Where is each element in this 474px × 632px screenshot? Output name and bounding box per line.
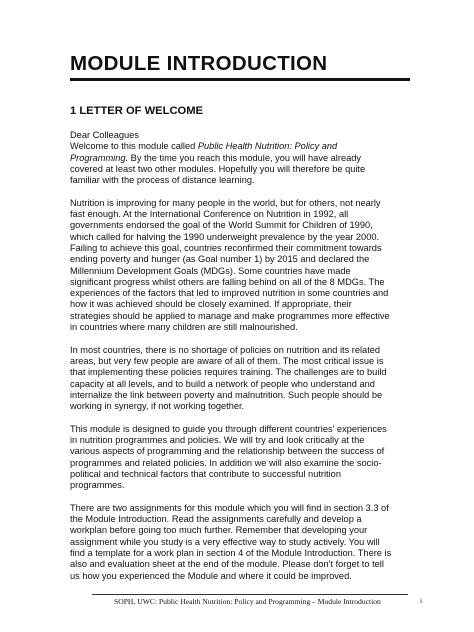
paragraph-module-design	[70, 424, 420, 492]
body-line: significant progress whilst others are falling behind on all of the 8 MDGs. The	[70, 276, 385, 287]
paragraph-assignments	[70, 503, 420, 582]
body-line: programmes and related policies. In addition we will also examine the socio-	[70, 457, 382, 468]
footer-text: SOPH, UWC: Public Health Nutrition: Policy and Programming – Module Introduction	[114, 597, 381, 606]
body-line: find a template for a work plan in section 4 of the Module Introduction. There is	[70, 547, 392, 558]
section-heading: 1 LETTER OF WELCOME	[70, 105, 204, 117]
paragraph-greeting-and-welcome	[70, 130, 420, 186]
body-line: In most countries, there is no shortage of policies on nutrition and its related	[70, 344, 381, 355]
body-line: how it was achieved should be closely examined. If appropriate, their	[70, 299, 352, 310]
body-line: workplan before going too much further. Remember that developing your	[70, 525, 368, 536]
body-line: capacity at all levels, and to build a network of people who understand and	[70, 378, 375, 389]
body-line: covered at least two other modules. Hopefully you will therefore be quite	[70, 163, 366, 174]
body-line: This module is designed to guide you through different countries' experiences	[70, 423, 387, 434]
body-line: in nutrition programmes and policies. We will try and look critically at the	[70, 435, 365, 446]
body-line: fast enough. At the International Conference on Nutrition in 1992, all	[70, 209, 349, 220]
body-line: internalize the link between poverty and malnutrition. Such people should be	[70, 389, 383, 400]
text-run: Welcome to this module called	[70, 141, 198, 152]
page-number: i	[420, 596, 423, 605]
body-line: also and evaluation sheet at the end of the module. Please don't forget to tell	[70, 559, 384, 570]
page-title: MODULE INTRODUCTION	[70, 52, 328, 75]
body-line: working in synergy, if not working together.	[70, 401, 245, 412]
footer-divider	[92, 594, 408, 595]
paragraph-policies	[70, 345, 420, 413]
body-line: which called for halving the 1990 underweight prevalence by the year 2000.	[70, 231, 380, 242]
body-line	[70, 141, 420, 152]
body-line: in countries where many children are still malnourished.	[70, 322, 298, 333]
body-line: us how you experienced the Module and where it could be improved.	[70, 570, 352, 581]
greeting-line: Dear Colleagues	[70, 130, 139, 140]
body-line: familiar with the process of distance learning.	[70, 175, 255, 186]
body-line: programmes.	[70, 480, 125, 491]
body-line: assignment while you study is a very effective way to study actively. You will	[70, 536, 380, 547]
body-line: experiences of the factors that led to improved nutrition in some countries and	[70, 288, 389, 299]
module-name-italic: Programming.	[70, 152, 129, 163]
title-underline	[70, 78, 410, 81]
body-line: governments endorsed the goal of the World Summit for Children of 1990,	[70, 220, 373, 231]
body-line: There are two assignments for this module which you will find in section 3.3 of	[70, 502, 389, 513]
body-line	[70, 153, 420, 164]
paragraph-nutrition-progress	[70, 198, 420, 334]
body-line: strategies should be applied to manage and make programmes more effective	[70, 310, 390, 321]
text-run: By the time you reach this module, you will have already	[128, 152, 362, 163]
body-line: political and technical factors that contribute to successful nutrition	[70, 468, 341, 479]
module-name-italic: Public Health Nutrition: Policy and	[197, 141, 338, 152]
body-line: the Module Introduction. Read the assignments carefully and develop a	[70, 514, 362, 525]
body-line: areas, but very few people are aware of all of them. The most critical issue is	[70, 355, 384, 366]
body-line: Nutrition is improving for many people in the world, but for others, not nearly	[70, 197, 381, 208]
body-line: Failing to achieve this goal, countries reconfirmed their commitment towards	[70, 242, 382, 253]
body-line: Millennium Development Goals (MDGs). Some countries have made	[70, 265, 351, 276]
body-line: various aspects of programming and the relationship between the success of	[70, 446, 385, 457]
letter-body	[70, 130, 420, 593]
body-line: ending poverty and hunger (as Goal number 1) by 2015 and declared the	[70, 254, 370, 265]
body-line: that implementing these policies requires training. The challenges are to build	[70, 367, 387, 378]
